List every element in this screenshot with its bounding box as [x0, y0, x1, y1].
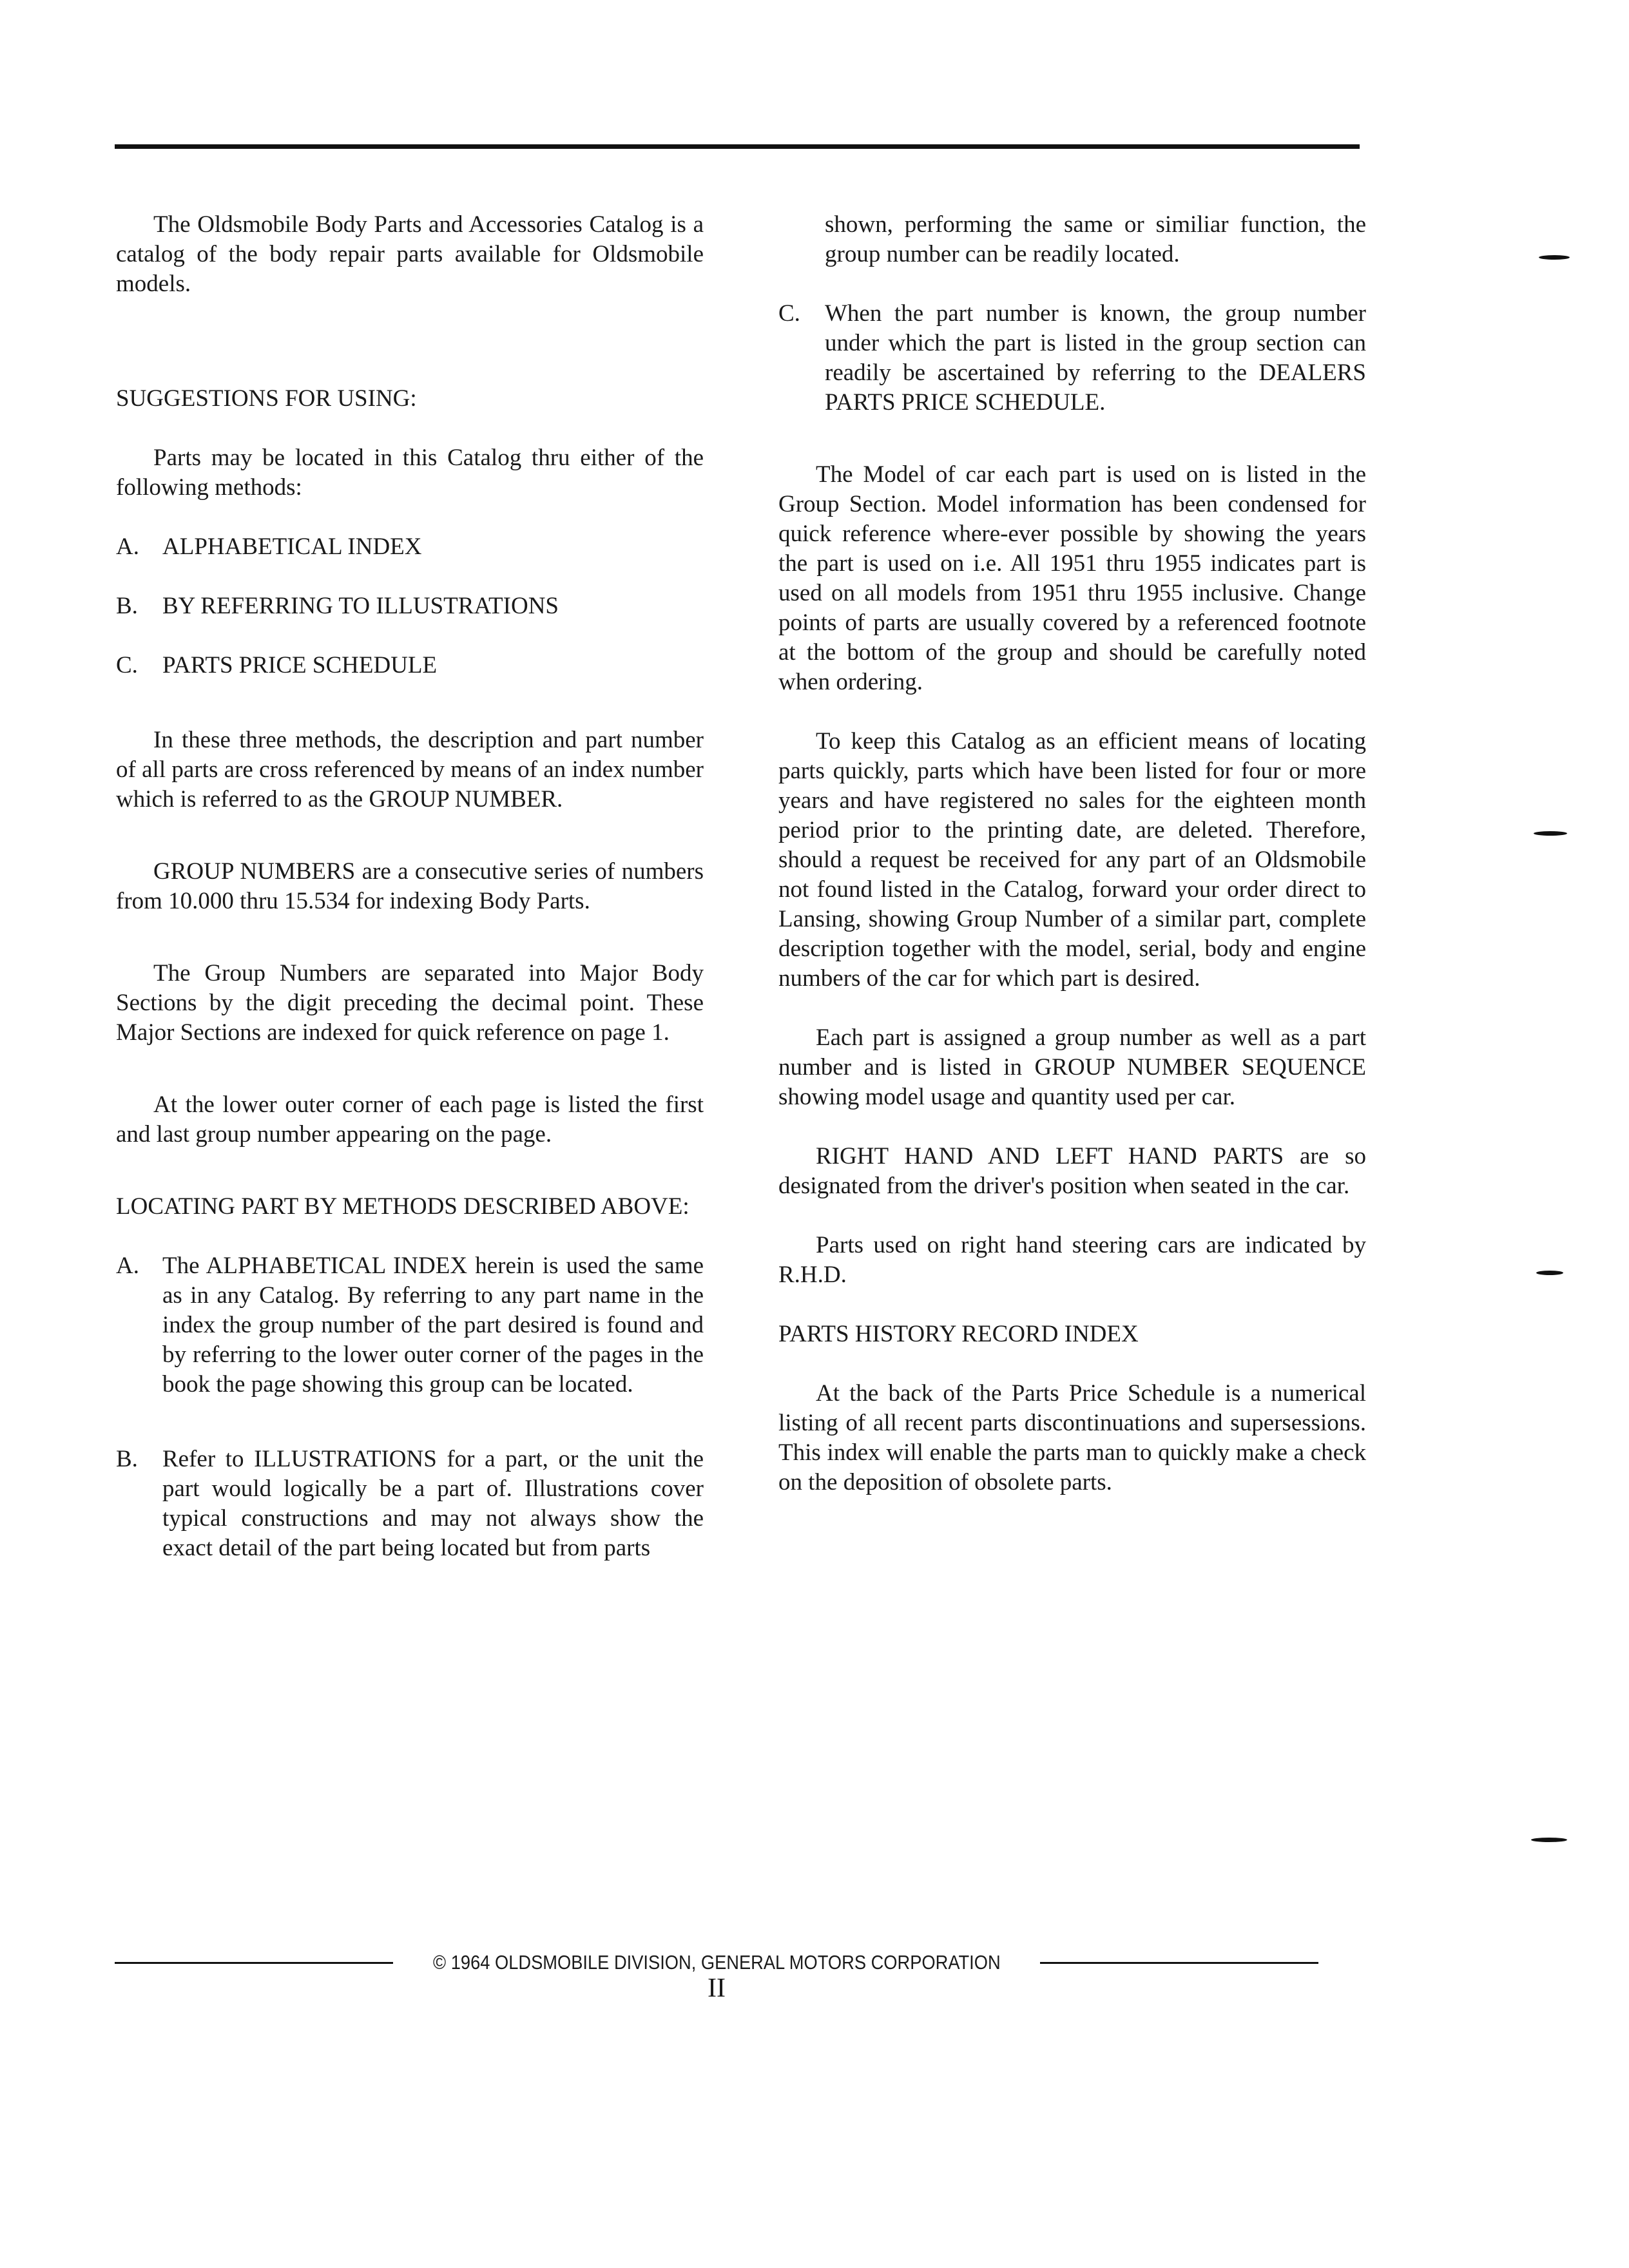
intro-paragraph: The Oldsmobile Body Parts and Accessories Catalog is a catalog of the body repair parts available for Oldsmobile models. [116, 211, 704, 297]
method-item [116, 651, 704, 680]
page-number: II [708, 1974, 726, 2003]
suggestions-heading: SUGGESTIONS FOR USING: [116, 385, 417, 412]
locate-text: Refer to ILLUSTRATIONS for a part, or the unit the part would logically be a part of. Illustrations cover typical constructions and may not always show the exact detail of the part being located but from parts [162, 1446, 704, 1561]
model-paragraph: The Model of car each part is used on is listed in the Group Section. Model information has been condensed for quick reference where-ever possible by showing the years the part is used on i.e. All 1951 thru 1955 indicates part is used on all models from 1951 thru 1955 inclusive. Change points of parts are usually covered by a referenced footnote at the bottom of the group and should be carefully noted when ordering. [778, 461, 1366, 695]
footer-rule [115, 1962, 393, 1964]
copyright-text: © 1964 OLDSMOBILE DIVISION, GENERAL MOTORS CORPORATION [432, 1951, 1001, 1974]
locate-item-a [116, 1251, 704, 1399]
right-column [778, 210, 1366, 1497]
locate-item-b [116, 1445, 704, 1563]
method-text: PARTS PRICE SCHEDULE [162, 652, 438, 678]
cross-reference-paragraph: In these three methods, the description and part number of all parts are cross referenced by means of an index number which is referred to as the GROUP NUMBER. [116, 727, 704, 812]
locating-heading: LOCATING PART BY METHODS DESCRIBED ABOVE: [116, 1193, 689, 1220]
binder-hole-mark [1536, 1271, 1563, 1275]
locate-text: The ALPHABETICAL INDEX herein is used the same as in any Catalog. By referring to any part name in the index the group number of the part desired is found and by referring to the lower outer corner of the pages in the book the page showing this group can be located. [162, 1253, 704, 1398]
locate-text: When the part number is known, the group number under which the part is listed in the group section can readily be ascertained by referring to the DEALERS PARTS PRICE SCHEDULE. [825, 300, 1366, 416]
locate-b-continuation: shown, performing the same or similiar function, the group number can be readily located. [825, 211, 1366, 267]
locate-label: B. [116, 1446, 138, 1472]
top-rule [115, 144, 1360, 149]
method-item [116, 532, 704, 562]
corner-paragraph: At the lower outer corner of each page is listed the first and last group number appearing on the page. [116, 1091, 704, 1148]
rhd-paragraph: Parts used on right hand steering cars are indicated by R.H.D. [778, 1232, 1366, 1288]
history-heading: PARTS HISTORY RECORD INDEX [778, 1321, 1139, 1347]
major-sections-paragraph: The Group Numbers are separated into Major Body Sections by the digit preceding the decimal point. These Major Sections are indexed for quick reference on page 1. [116, 960, 704, 1046]
locate-label: A. [116, 1253, 139, 1279]
methods-intro-paragraph: Parts may be located in this Catalog thru either of the following methods: [116, 445, 704, 501]
method-label: C. [116, 652, 138, 678]
locate-label: C. [778, 300, 800, 327]
group-numbers-paragraph: GROUP NUMBERS are a consecutive series of numbers from 10.000 thru 15.534 for indexing Body Parts. [116, 858, 704, 914]
locate-item-c [778, 299, 1366, 418]
efficient-paragraph: To keep this Catalog as an efficient means of locating parts quickly, parts which have been listed for four or more years and have registered no sales for the eighteen month period prior to the printing date, are deleted. Therefore, should a request be received for any part of an Oldsmobile not found listed in the Catalog, forward your order direct to Lansing, showing Group Number of a similar part, complete description together with the model, serial, body and engine numbers of the car for which part is desired. [778, 728, 1366, 992]
footer-rule [1040, 1962, 1318, 1964]
method-text: ALPHABETICAL INDEX [162, 533, 422, 560]
history-paragraph: At the back of the Parts Price Schedule is a numerical listing of all recent parts discontinuations and supersessions. This index will enable the parts man to quickly make a check on the deposition of obsolete parts. [778, 1380, 1366, 1495]
hand-parts-paragraph: RIGHT HAND AND LEFT HAND PARTS are so designated from the driver's position when seated in the car. [778, 1143, 1366, 1199]
method-text: BY REFERRING TO ILLUSTRATIONS [162, 593, 559, 619]
binder-hole-mark [1539, 255, 1570, 260]
footer [115, 1951, 1318, 1974]
binder-hole-mark [1534, 831, 1567, 836]
binder-hole-mark [1531, 1838, 1567, 1842]
each-part-paragraph: Each part is assigned a group number as well as a part number and is listed in GROUP NUMBER SEQUENCE showing model usage and quantity used per car. [778, 1024, 1366, 1110]
method-label: A. [116, 533, 139, 560]
method-item [116, 591, 704, 621]
method-label: B. [116, 593, 138, 619]
left-column [116, 210, 704, 1563]
